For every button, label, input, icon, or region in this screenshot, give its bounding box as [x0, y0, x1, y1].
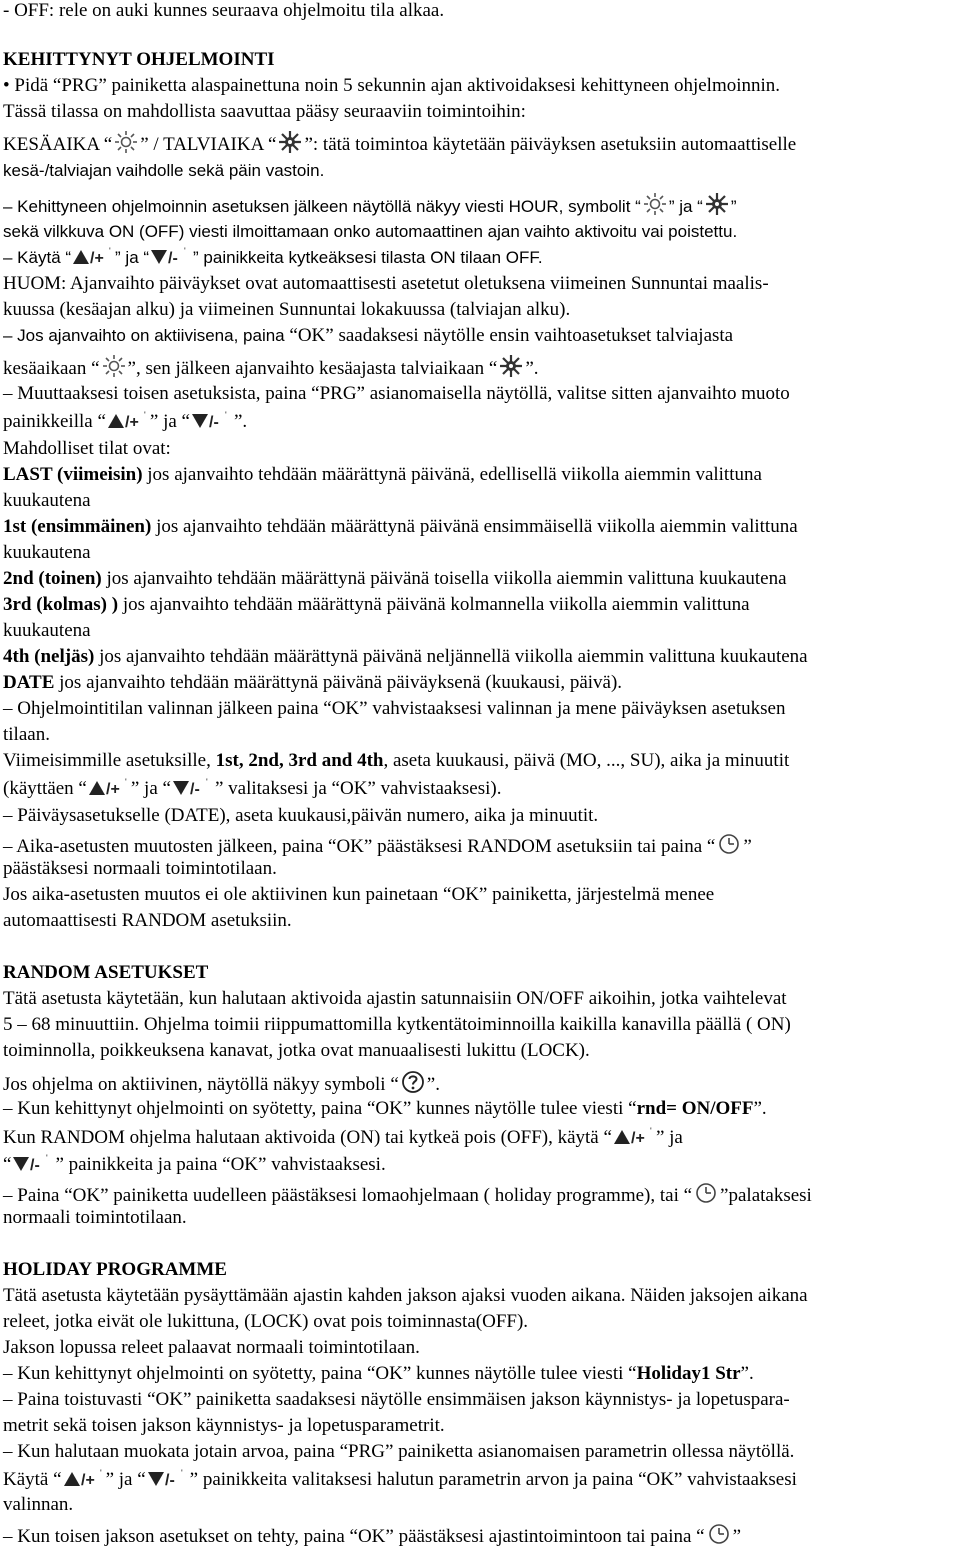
list-item: 3rd (kolmas) ) jos ajanvaihto tehdään määrättynä päivänä kolmannella viikolla aiemmin valittuna: [3, 594, 750, 615]
clock-icon: [694, 1181, 718, 1205]
paragraph: • Pidä “PRG” painiketta alaspainettuna noin 5 sekunnin ajan aktivoidaksesi kehittyneen ohjelmoinnin.: [3, 75, 781, 96]
paragraph: – Päiväysasetukselle (DATE), aseta kuukausi,päivän numero, aika ja minuutit.: [3, 805, 599, 826]
down-minus-button-icon: [190, 410, 234, 430]
paragraph: metrit sekä toisen jakson käynnistys- ja lopetusparametrit.: [3, 1415, 445, 1436]
snowflake-icon: [278, 130, 302, 154]
down-minus-button-icon: [149, 246, 193, 266]
paragraph: Jos aika-asetusten muutos ei ole aktiivinen kun painetaan “OK” painiketta, järjestelmä menee: [3, 884, 715, 905]
paragraph: – Muuttaaksesi toisen asetuksista, paina “PRG” asianomaisella näytöllä, valitse sitten ajanvaihto muoto: [3, 383, 790, 404]
list-item-continuation: kuukautena: [3, 620, 91, 641]
paragraph: Jakson lopussa releet palaavat normaali toimintotilaan.: [3, 1337, 420, 1358]
paragraph: normaali toimintotilaan.: [3, 1207, 187, 1228]
snowflake-icon: [499, 354, 523, 378]
paragraph: kuussa (kesäajan alku) ja viimeinen Sunnuntai lokakuussa (talviajan alku).: [3, 299, 571, 320]
paragraph: - OFF: rele on auki kunnes seuraava ohjelmoitu tila alkaa.: [3, 0, 445, 21]
paragraph: Tätä asetusta käytetään, kun halutaan aktivoida ajastin satunnaisiin ON/OFF aikoihin, jotka vaihtelevat: [3, 988, 787, 1009]
paragraph: Käytä “ ” ja “ ” painikkeita valitaksesi halutun parametrin arvon ja paina “OK” vahvistaaksesi: [3, 1469, 797, 1490]
paragraph: 5 – 68 minuuttiin. Ohjelma toimii riippumattomilla kytkentätoiminnoilla kaikilla kanavilla päällä ( ON): [3, 1014, 791, 1035]
up-plus-button-icon: [87, 777, 131, 797]
paragraph: sekä vilkkuva ON (OFF) viesti ilmoittamaan onko automaattinen ajan vaihto aktivoitu vai poistettu.: [3, 222, 738, 241]
section-heading-holiday: HOLIDAY PROGRAMME: [3, 1259, 227, 1280]
sun-icon: [114, 130, 138, 154]
paragraph: kesäaikaan “ ”, sen jälkeen ajanvaihto kesäajasta talviaikaan “ ”.: [3, 354, 539, 380]
paragraph: – Käytä “ ” ja “ ” painikkeita kytkeäksesi tilasta ON tilaan OFF.: [3, 248, 543, 267]
section-heading-advanced: KEHITTYNYT OHJELMOINTI: [3, 49, 275, 70]
paragraph: KESÄAIKA “ ” / TALVIAIKA “ ”: tätä toimintoa käytetään päiväyksen asetuksiin automaattiselle: [3, 130, 796, 156]
paragraph: HUOM: Ajanvaihto päiväykset ovat automaattisesti asetetut oletuksena viimeinen Sunnuntai maalis-: [3, 273, 769, 294]
paragraph: toiminnolla, poikkeuksena kanavat, jotka ovat manuaalisesti lukittu (LOCK).: [3, 1040, 590, 1061]
paragraph: releet, jotka eivät ole lukittuna, (LOCK) ovat pois toiminnasta(OFF).: [3, 1311, 529, 1332]
paragraph: painikkeilla “ ” ja “ ”.: [3, 411, 248, 432]
down-minus-button-icon: [11, 1153, 55, 1173]
sun-icon: [643, 192, 667, 216]
section-heading-random: RANDOM ASETUKSET: [3, 962, 209, 983]
paragraph: – Paina “OK” painiketta uudelleen päästäksesi lomaohjelmaan ( holiday programme), tai “ ”palataksesi: [3, 1181, 812, 1207]
paragraph: – Kun halutaan muokata jotain arvoa, paina “PRG” painiketta asianomaisen parametrin ollessa näytöllä.: [3, 1441, 795, 1462]
sun-icon: [102, 354, 126, 378]
list-item: 1st (ensimmäinen) jos ajanvaihto tehdään määrättynä päivänä ensimmäisellä viikolla aiemmin valittuna: [3, 516, 798, 537]
list-item-continuation: kuukautena: [3, 542, 91, 563]
list-item: 2nd (toinen) jos ajanvaihto tehdään määrättynä päivänä toisella viikolla aiemmin valittuna kuukautena: [3, 568, 787, 589]
clock-icon: [707, 1522, 731, 1546]
paragraph: – Jos ajanvaihto on aktiivisena, paina “OK” saadaksesi näytölle ensin vaihtoasetukset talviajasta: [3, 325, 734, 346]
paragraph: Viimeisimmille asetuksille, 1st, 2nd, 3rd and 4th, aseta kuukausi, päivä (MO, ..., SU), aika ja minuutit: [3, 750, 790, 771]
up-plus-button-icon: [71, 246, 115, 266]
paragraph: – Kehittyneen ohjelmoinnin asetuksen jälkeen näytöllä näkyy viesti HOUR, symbolit “ ” ja “ ”: [3, 192, 737, 218]
paragraph: valinnan.: [3, 1494, 74, 1515]
paragraph: päästäksesi normaali toimintotilaan.: [3, 858, 277, 879]
paragraph: – Aika-asetusten muutosten jälkeen, paina “OK” päästäksesi RANDOM asetuksiin tai paina “ ”: [3, 832, 752, 858]
paragraph: Jos ohjelma on aktiivinen, näytöllä näkyy symboli “ ”.: [3, 1070, 440, 1096]
paragraph: (käyttäen “ ” ja “ ” valitaksesi ja “OK” vahvistaaksesi).: [3, 778, 502, 799]
up-plus-button-icon: [612, 1126, 656, 1146]
paragraph: automaattisesti RANDOM asetuksiin.: [3, 910, 292, 931]
question-icon: [401, 1070, 425, 1094]
paragraph: – Ohjelmointitilan valinnan jälkeen paina “OK” vahvistaaksesi valinnan ja mene päiväyksen asetuksen: [3, 698, 786, 719]
paragraph: kesä-/talviajan vaihdolle sekä päin vastoin.: [3, 161, 325, 180]
snowflake-icon: [705, 192, 729, 216]
list-item: 4th (neljäs) jos ajanvaihto tehdään määrättynä päivänä neljännellä viikolla aiemmin valittuna kuukautena: [3, 646, 808, 667]
paragraph: tilaan.: [3, 724, 50, 745]
list-item-continuation: kuukautena: [3, 490, 91, 511]
paragraph: – Kun kehittynyt ohjelmointi on syötetty, paina “OK” kunnes näytölle tulee viesti “rnd= ON/OFF”.: [3, 1098, 767, 1119]
paragraph: – Kun toisen jakson asetukset on tehty, paina “OK” päästäksesi ajastintoimintoon tai paina “ ”: [3, 1522, 741, 1548]
paragraph: – Paina toistuvasti “OK” painiketta saadaksesi näytölle ensimmäisen jakson käynnistys- ja lopetuspara-: [3, 1389, 790, 1410]
up-plus-button-icon: [106, 410, 150, 430]
list-item: LAST (viimeisin) jos ajanvaihto tehdään määrättynä päivänä, edellisellä viikolla aiemmin valittuna: [3, 464, 762, 485]
paragraph: Tätä asetusta käytetään pysäyttämään ajastin kahden jakson ajaksi vuoden aikana. Näiden jaksojen aikana: [3, 1285, 808, 1306]
paragraph: – Kun kehittynyt ohjelmointi on syötetty, paina “OK” kunnes näytölle tulee viesti “Holiday1 Str”.: [3, 1363, 754, 1384]
down-minus-button-icon: [146, 1468, 190, 1488]
paragraph: Tässä tilassa on mahdollista saavuttaa pääsy seuraaviin toimintoihin:: [3, 101, 526, 122]
paragraph: Mahdolliset tilat ovat:: [3, 438, 171, 459]
clock-icon: [717, 832, 741, 856]
paragraph: “ ” painikkeita ja paina “OK” vahvistaaksesi.: [3, 1154, 386, 1175]
down-minus-button-icon: [171, 777, 215, 797]
list-item: DATE jos ajanvaihto tehdään määrättynä päivänä päiväyksenä (kuukausi, päivä).: [3, 672, 623, 693]
paragraph: Kun RANDOM ohjelma halutaan aktivoida (ON) tai kytkeä pois (OFF), käytä “ ” ja: [3, 1127, 683, 1148]
up-plus-button-icon: [62, 1468, 106, 1488]
